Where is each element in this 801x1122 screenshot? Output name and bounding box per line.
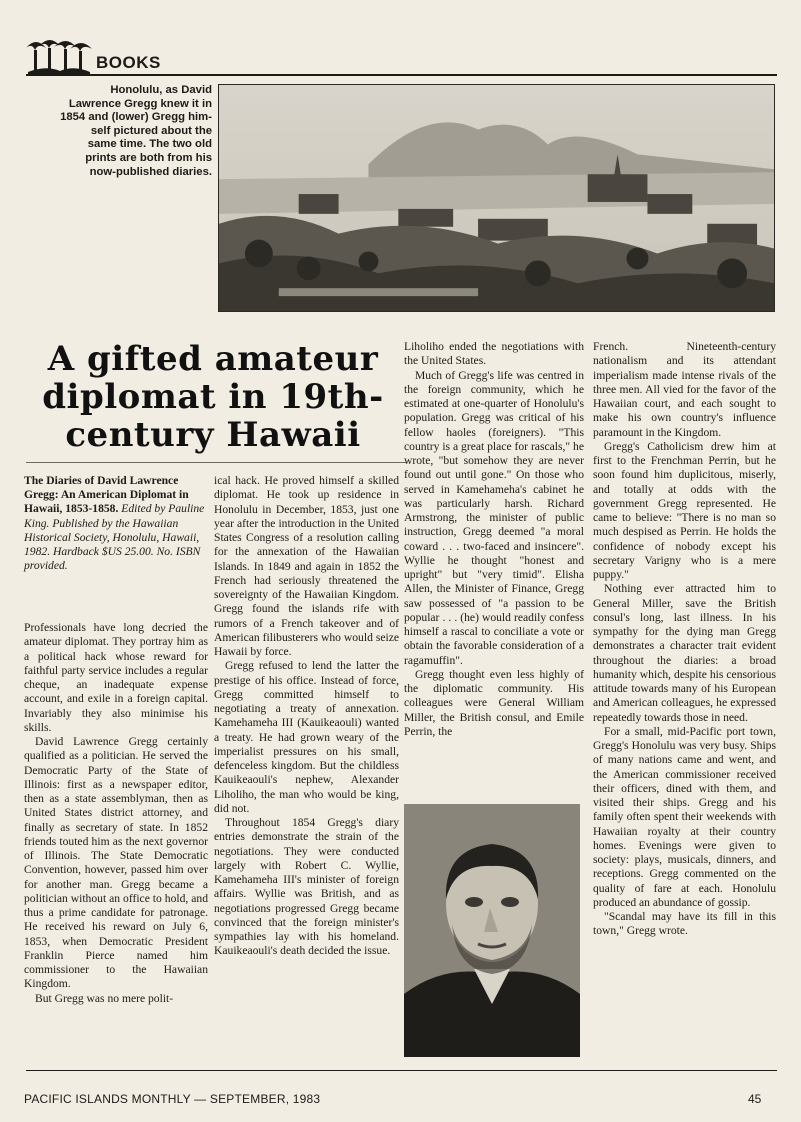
article-column-2 <box>214 474 399 959</box>
paragraph: But Gregg was no mere polit- <box>35 991 174 1005</box>
publication-footer: PACIFIC ISLANDS MONTHLY — SEPTEMBER, 1983 <box>24 1092 321 1106</box>
honolulu-1854-print <box>218 84 775 312</box>
paragraph: Gregg thought even less highly of the diplomatic community. His colleagues were General William Miller, the British consul, and Emile Perrin, the <box>404 667 584 738</box>
page-number: 45 <box>748 1092 762 1106</box>
section-label: BOOKS <box>96 53 161 72</box>
footer-rule <box>26 1070 777 1071</box>
paragraph: Nothing ever attracted him to General Miller, save the British consul's long, last illness. In his sympathy for the dying man Gregg demonstrates a character trait evident throughout the diaries: a broad humanity which, despite his censorious attitude towards many of his European and American colleagues, he expressed repeatedly towards those in need. <box>593 582 776 724</box>
paragraph: Gregg's Catholicism drew him at first to the Frenchman Perrin, but he soon found him duplicitous, miserly, and totally at odds with the government Gregg represented. He came to believe: "There is no man so much despised as Perrin. He holds the confidence of nobody except his secretary Varigny who is a mere puppy." <box>593 439 776 581</box>
article-headline: A gifted amateur diplomat in 19th-century Hawaii <box>42 339 384 455</box>
book-title: The Diaries of David Lawrence Gregg: An American Diplomat in Hawaii, 1853-1858. <box>24 474 189 516</box>
paragraph: Liholiho ended the negotiations with the United States. <box>404 340 584 368</box>
palm-tree-logo-icon <box>26 38 92 76</box>
header-rule <box>26 74 777 76</box>
gregg-portrait <box>404 804 580 1057</box>
paragraph: David Lawrence Gregg certainly qualified as a politician. He served the Democratic Party of the State of Illinois: first as a newspaper editor, then as a state assemblyman, then as United States district attorney, and finally as secretary of state. In 1852 friends touted him as the next governor of Illinois. The State Democratic Convention, however, passed him over for another man. Gregg became a politician without an office to hold, and thus a prime candidate for patronage. He received his reward on July 6, 1853, when Democratic President Franklin Pierce named him commissioner to the Hawaiian Kingdom. <box>24 735 208 991</box>
book-meta: Edited by Pauline King. Published by the Hawaiian Historical Society, Honolulu, Hawaii, 1982. Hardback $US 25.00. No. ISBN provided. <box>24 502 205 573</box>
photo-caption: Honolulu, as David Lawrence Gregg knew it in 1854 and (lower) Gregg him-self pictured about the same time. The two old prints are both from his now-published diaries. <box>60 84 212 178</box>
article-column-1 <box>24 621 208 1006</box>
article-column-4 <box>593 340 776 939</box>
headline-rule <box>26 462 406 463</box>
paragraph: For a small, mid-Pacific port town, Gregg's Honolulu was very busy. Ships of many nations came and went, and the American commissioner received their officers, dined with them, and visited their ships. Gregg and his family often spent their weekends with Hawaiian royalty at their country homes. Evenings were given to society: plays, musicals, dinners, and receptions. Gregg commented on the quality of fare at each. Honolulu produced an abundance of gossip. <box>593 724 776 909</box>
paragraph: ical hack. He proved himself a skilled diplomat. He took up residence in Honolulu in December, 1853, just one year after the introduction in the United States Congress of a resolution calling for the annexation of the Hawaiian Islands. In 1849 and again in 1852 the French had seriously threatened the sovereignty of the Hawaiian Kingdom. Gregg found the islands rife with rumors of a French takeover and of American filibusterers who would seize Hawaii by force. <box>214 474 399 658</box>
paragraph: Gregg refused to lend the latter the prestige of his office. Instead of force, Gregg committed himself to negotiating a treaty of annexation. Kamehameha III (Kauikeaouli) wanted a treaty. He had grown weary of the imperialist pressures on his small, defenceless kingdom. But the childless Kauikeaouli's nephew, Alexander Liholiho, the man who would be king, did not. <box>214 659 399 815</box>
paragraph: Professionals have long decried the amateur diplomat. They portray him as a political hack whose reward for faithful party service includes a regular cheque, an inadequate expense account, and exile in a foreign capital. Invariably they also minimise his skills. <box>24 621 208 734</box>
book-credits <box>24 474 208 573</box>
paragraph: French. Nineteenth-century nationalism and its attendant imperialism made intense rivals of the three men. All vied for the favor of the Hawaiian court, and each sought to make his own country's influence paramount in the Kingdom. <box>593 340 776 439</box>
article-column-3 <box>404 340 584 739</box>
paragraph: Throughout 1854 Gregg's diary entries demonstrate the strain of the negotiations. They were conducted largely with Robert C. Wyllie, Kamehameha III's minister of foreign affairs. Wyllie was British, and as negotiations progressed Gregg became convinced that the foreign minister's sympathies lay with his homeland. Kauikeaouli's death decided the issue. <box>214 816 399 958</box>
paragraph: "Scandal may have its fill in this town," Gregg wrote. <box>593 910 776 938</box>
paragraph: Much of Gregg's life was centred in the foreign community, which he estimated at one-quarter of Honolulu's population. Gregg was critical of his fellow haoles (foreigners). "This country is a great place for rascals," he wrote, "but somehow they are never found out until gone." On those who served in Kamehameha's cabinet he was particularly harsh. Richard Armstrong, the minister of public instruction, Gregg deemed "a moral coward . . . two-faced and insincere". Wyllie he thought "honest and upright" but "very timid". Elisha Allen, the Minister of Finance, Gregg saw possessed of "a passion to be popular . . . (he) would readily confess himself a rascal to conciliate a vote or obtain the favorable consideration of a ragamuffin". <box>404 368 584 667</box>
